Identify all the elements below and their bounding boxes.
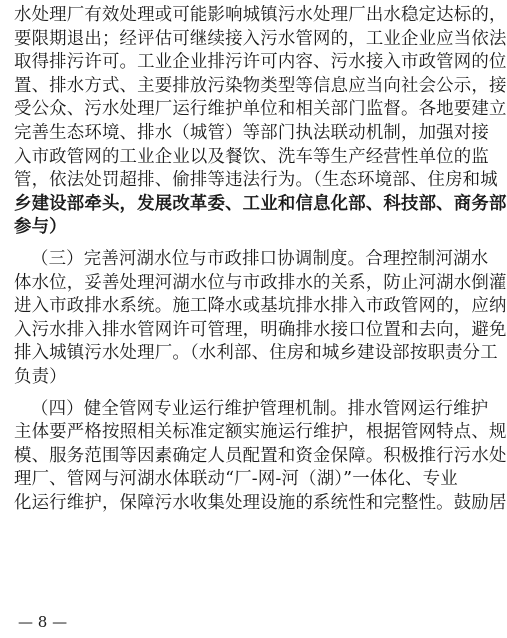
text-line: 主体要严格按照相关标准定额实施运行维护，根据管网特点、规 [14, 422, 507, 443]
text-line: 完善生态环境、排水（城管）等部门执法联动机制，加强对接 [14, 122, 489, 143]
text-line: 入污水排入排水管网许可管理，明确排水接口位置和去向，避免 [14, 319, 507, 340]
text-line: 要限期退出；经评估可继续接入污水管网的，工业企业应当依法 [14, 28, 507, 49]
text-line: 负责） [14, 366, 67, 387]
text-line: 管，依法处罚超排、偷排等违法行为。（生态环境部、住房和城 [14, 170, 498, 191]
text-line: （三）完善河湖水位与市政排口协调制度。合理控制河湖水 [31, 248, 489, 269]
text-line: 参与） [14, 217, 67, 238]
text-line: 排入城镇污水处理厂。（水利部、住房和城乡建设部按职责分工 [14, 343, 498, 364]
text-line: 理厂、管网与河湖水体联动“厂-网-河（湖）”一体化、专业 [14, 469, 458, 490]
paragraph-continuation [14, 4, 507, 240]
section-4 [14, 398, 507, 516]
text-line: 进入市政排水系统。施工降水或基坑排水排入市政管网的，应纳 [14, 296, 507, 317]
section-3 [14, 248, 507, 390]
text-line: 化运行维护，保障污水收集处理设施的系统性和完整性。鼓励居 [14, 492, 507, 513]
text-line: （四）健全管网专业运行维护管理机制。排水管网运行维护 [31, 398, 489, 419]
text-line: 体水位，妥善处理河湖水位与市政排水的关系，防止河湖水倒灌 [14, 272, 507, 293]
text-line: 置、排水方式、主要排放污染物类型等信息应当向社会公示，接 [14, 75, 507, 96]
text-line: 入市政管网的工业企业以及餐饮、洗车等生产经营性单位的监 [14, 146, 489, 167]
page-number: — 8 — [18, 613, 68, 631]
text-line: 乡建设部牵头，发展改革委、工业和信息化部、科技部、商务部 [14, 193, 507, 214]
text-line: 水处理厂有效处理或可能影响城镇污水处理厂出水稳定达标的， [14, 5, 507, 25]
text-line: 模、服务范围等因素确定人员配置和资金保障。积极推行污水处 [14, 445, 507, 466]
text-line: 受公众、污水处理厂运行维护单位和相关部门监督。各地要建立 [14, 99, 507, 120]
text-line: 取得排污许可。工业企业排污许可内容、污水接入市政管网的位 [14, 52, 507, 73]
